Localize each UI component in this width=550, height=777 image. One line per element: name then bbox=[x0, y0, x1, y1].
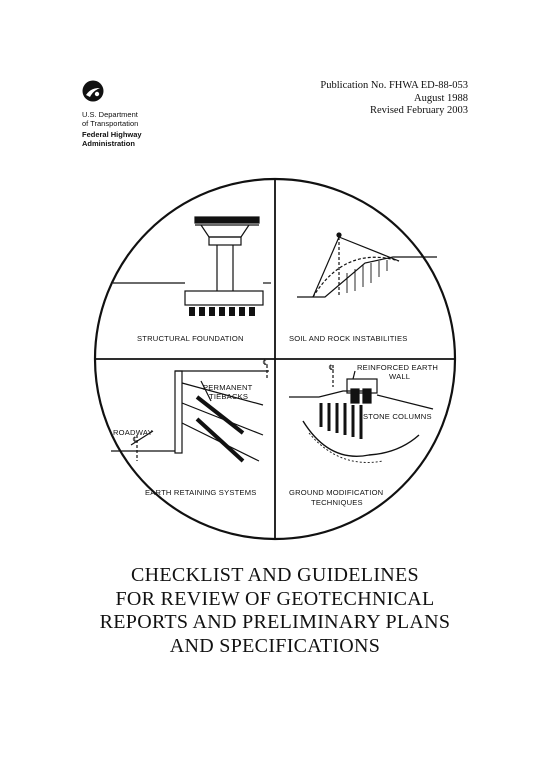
label-ground-modification: GROUND MODIFICATION bbox=[289, 488, 384, 497]
slope-stability-drawing bbox=[297, 233, 437, 297]
centerline-symbol-top: ℄ bbox=[263, 358, 269, 367]
publication-number: Publication No. FHWA ED-88-053 bbox=[320, 80, 468, 91]
structural-foundation-drawing bbox=[113, 217, 271, 316]
label-earth-retaining-systems: EARTH RETAINING SYSTEMS bbox=[145, 488, 257, 497]
geotechnical-seal-illustration bbox=[93, 165, 457, 553]
agency-transportation: of Transportation bbox=[82, 119, 139, 128]
document-title bbox=[40, 564, 510, 658]
dot-emblem-icon bbox=[82, 80, 104, 102]
callout-stone-columns: STONE COLUMNS bbox=[363, 412, 432, 421]
callout-wall: WALL bbox=[389, 372, 411, 381]
agency-fhwa-line1: Federal Highway bbox=[82, 130, 142, 139]
callout-tiebacks: TIEBACKS bbox=[209, 392, 249, 401]
title-line-4: AND SPECIFICATIONS bbox=[169, 634, 381, 657]
earth-retaining-drawing bbox=[111, 365, 269, 461]
callout-reinforced-earth: REINFORCED EARTH bbox=[357, 363, 439, 372]
agency-department: U.S. Department bbox=[82, 110, 138, 119]
centerline-symbol-right: ℄ bbox=[329, 363, 335, 372]
callout-roadway: ROADWAY bbox=[113, 428, 153, 437]
callout-permanent: PERMANENT bbox=[203, 383, 253, 392]
title-line-2: FOR REVIEW OF GEOTECHNICAL bbox=[115, 587, 435, 610]
title-line-3: REPORTS AND PRELIMINARY PLANS bbox=[99, 611, 451, 633]
centerline-symbol-left: ℄ bbox=[133, 435, 139, 444]
title-line-1: CHECKLIST AND GUIDELINES bbox=[131, 564, 419, 586]
dot-logo-block bbox=[82, 80, 202, 148]
label-structural-foundation: STRUCTURAL FOUNDATION bbox=[137, 334, 244, 343]
publication-revised: Revised February 2003 bbox=[370, 105, 468, 116]
label-soil-rock-instabilities: SOIL AND ROCK INSTABILITIES bbox=[289, 334, 408, 343]
publication-date: August 1988 bbox=[414, 92, 468, 104]
label-techniques: TECHNIQUES bbox=[311, 498, 363, 507]
agency-fhwa-line2: Administration bbox=[82, 139, 135, 148]
publication-info bbox=[320, 80, 468, 118]
